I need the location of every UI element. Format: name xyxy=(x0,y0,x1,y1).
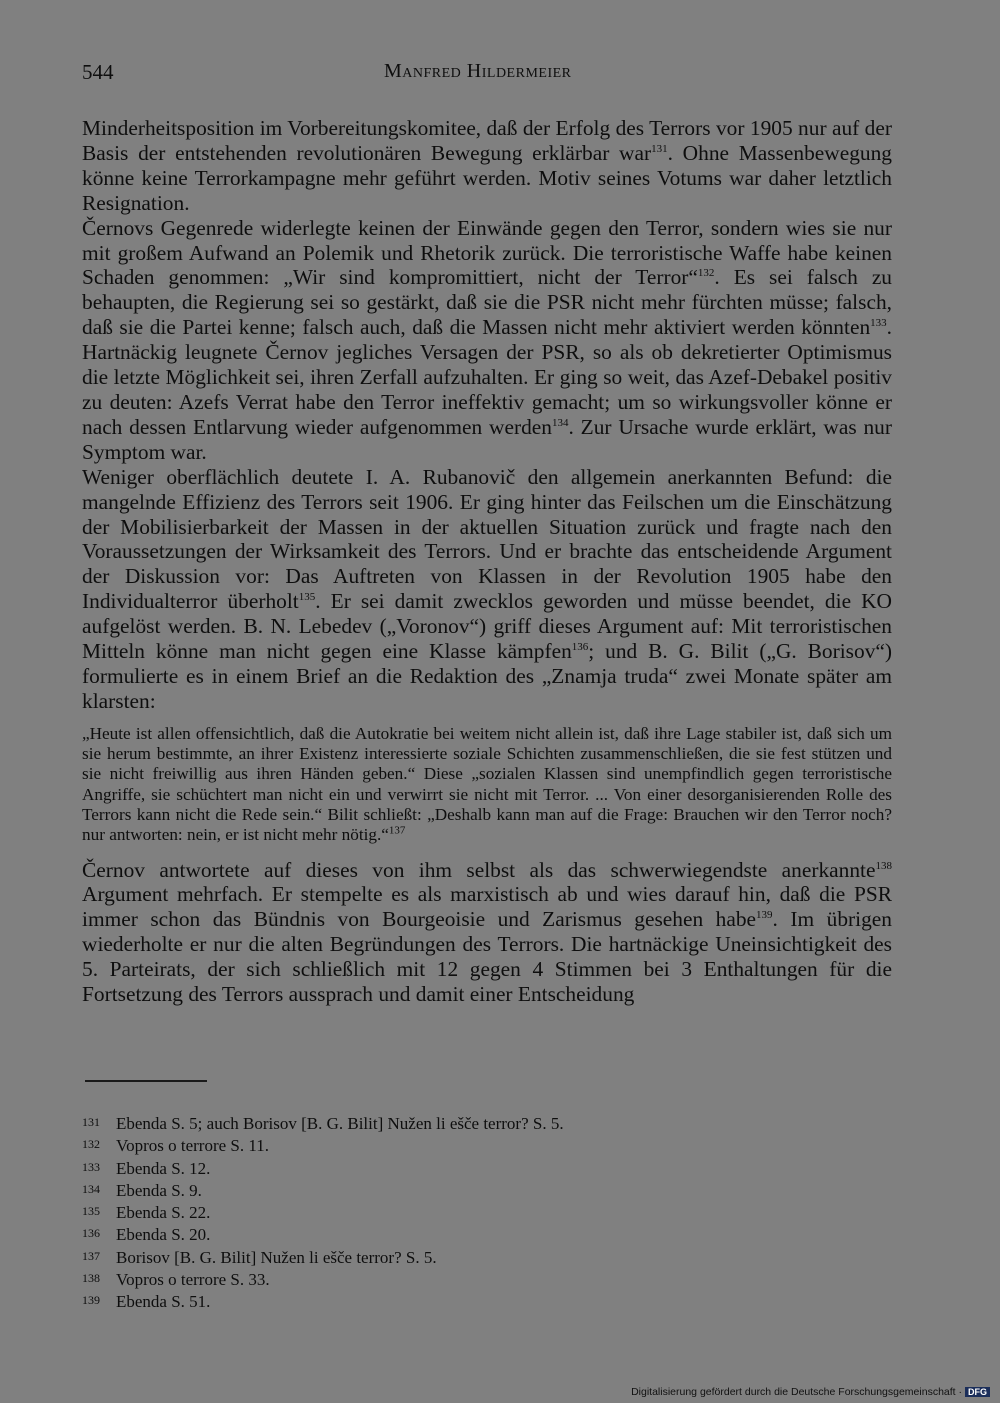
footnote-text: Borisov [B. G. Bilit] Nužen li ešče terror? S. 5. xyxy=(116,1247,437,1267)
footnote-number: 139 xyxy=(82,1293,100,1308)
page-number: 544 xyxy=(82,60,114,84)
banner-text: Digitalisierung gefördert durch die Deutsche Forschungsgemeinschaft · xyxy=(631,1386,962,1398)
footnote-text: Vopros o terrore S. 11. xyxy=(116,1136,269,1156)
footnote-number: 135 xyxy=(82,1204,100,1219)
footnote-item xyxy=(82,1179,782,1201)
footnote-number: 137 xyxy=(82,1248,100,1263)
footnote-item xyxy=(82,1223,782,1245)
footnote-number: 133 xyxy=(82,1159,100,1174)
footnote-item xyxy=(82,1290,782,1312)
paragraph-1 xyxy=(82,116,892,216)
footnote-number: 131 xyxy=(82,1115,100,1129)
footnote-ref[interactable]: 139 xyxy=(756,909,773,922)
footnote-number: 132 xyxy=(82,1137,100,1152)
paragraph-text: Černov antwortete auf dieses von ihm selbst als das schwerwiegendste anerkannte xyxy=(82,857,876,882)
footnotes xyxy=(82,1112,782,1313)
digitization-banner xyxy=(631,1386,990,1398)
paragraph-text: . Zur Ursache wurde erklärt, was nur Symptom war. xyxy=(82,414,893,464)
paragraph-3 xyxy=(82,465,892,714)
paragraph-4 xyxy=(82,858,892,1007)
dfg-logo-icon: DFG xyxy=(965,1387,990,1397)
footnote-text: Ebenda S. 12. xyxy=(116,1158,211,1178)
footnote-text: Ebenda S. 9. xyxy=(116,1180,202,1200)
paragraph-text: Minderheitsposition im Vorbereitungskomitee, daß der Erfolg des Terrors vor 1905 nur auf der Basis der entstehenden revolutionären Bewegung erklärbar war xyxy=(82,116,892,165)
footnote-ref[interactable]: 137 xyxy=(388,824,406,837)
paragraph-text: . Er sei damit zwecklos geworden und müsse beendet, die KO aufgelöst werden. B. N. Lebedev („Voronov“) griff dieses Argument auf: Mit terroristischen Mitteln könne man nicht gegen eine Klasse kämpfen xyxy=(82,589,892,664)
footnote-item xyxy=(82,1112,782,1134)
paragraph-text: . Es sei falsch zu behaupten, die Regierung sei so gestärkt, daß sie die PSR nicht mehr fürchten müsse; falsch, daß sie die Partei kenne; falsch auch, daß die Massen nicht mehr aktiviert werden könnten xyxy=(82,265,893,340)
paragraph-text: ; und B. G. Bilit („G. Borisov“) formulierte es in einem Brief an die Redaktion des „Znamja truda“ zwei Monate später am klarsten: xyxy=(82,639,893,713)
paragraph-text: . Ohne Massenbewegung könne keine Terrorkampagne mehr geführt werden. Motiv seines Votums war daher letztlich Resignation. xyxy=(82,140,892,215)
footnote-item xyxy=(82,1246,782,1268)
quote-text: „Heute ist allen offensichtlich, daß die Autokratie bei weitem nicht allein ist, daß ihre Lage stabiler ist, daß sich um sie herum bestimmte, an ihrer Existenz interessierte soziale Schichten zusammenschließen, die sie fest stützen und sie nicht freiwillig aus ihren Händen geben.“ Diese „sozialen Klassen sind unempfindlich gegen terroristische Angriffe, sie schüchtert man nicht ein und verwirrt sie nicht mit Terror. ... Von einer desorganisierenden Rolle des Terrors kann nicht die Rede sein.“ Bilit schließt: „Deshalb kann man auf die Frage: Brauchen wir den Terror noch? nur antworten: nein, er ist nicht mehr nötig.“ xyxy=(82,723,892,845)
footnote-ref[interactable]: 136 xyxy=(571,640,589,653)
footnote-item xyxy=(82,1268,782,1290)
running-head: Manfred Hildermeier xyxy=(384,60,572,82)
footnote-item xyxy=(82,1157,782,1179)
paragraph-text: Weniger oberflächlich deutete I. A. Rubanovič den allgemein anerkannten Befund: die mangelnde Effizienz des Terrors seit 1906. Er ging hinter das Feilschen um die Einschätzung der Mobilisierbarkeit der Massen in der aktuellen Situation zurück und fragte nach den Voraussetzungen der Wirksamkeit des Terrors. Und er brachte das entscheidende Argument der Diskussion vor: Das Auftreten von Klassen in der Revolution 1905 habe den Individualterror überholt xyxy=(82,464,892,614)
footnote-number: 138 xyxy=(82,1271,100,1286)
paragraph-2 xyxy=(82,216,892,465)
paragraph-text: . Hartnäckig leugnete Černov jegliches Versagen der PSR, so als ob dekretierter Optimismus die letzte Möglichkeit sei, ihren Zerfall aufzuhalten. Er ging so weit, das Azef-Debakel positiv zu deuten: Azefs Verrat habe den Terror ineffektiv gemacht; um so wirkungsvoller könne er nach dessen Entlarvung wieder aufgenommen werden xyxy=(82,315,892,439)
footnote-separator xyxy=(85,1080,207,1082)
paragraph-text: . Im übrigen wiederholte er nur die alten Begründungen des Terrors. Die hartnäckige Uneinsichtigkeit des 5. Parteirats, der sich schließlich mit 12 gegen 4 Stimmen bei 3 Enthaltungen für die Fortsetzung des Terrors aussprach und damit einer Entscheidung xyxy=(82,907,892,1007)
footnote-ref[interactable]: 135 xyxy=(298,591,316,604)
paragraph-text: Argument mehrfach. Er stempelte es als marxistisch ab und wies darauf hin, daß die PSR immer schon das Bündnis von Bourgeoisie und Zarismus gesehen habe xyxy=(82,882,892,932)
footnote-text: Ebenda S. 5; auch Borisov [B. G. Bilit] Nužen li ešče terror? S. 5. xyxy=(116,1114,564,1133)
footnote-ref[interactable]: 133 xyxy=(870,317,887,330)
footnote-ref[interactable]: 138 xyxy=(875,859,892,872)
footnote-item xyxy=(82,1201,782,1223)
block-quote xyxy=(82,724,892,846)
footnote-number: 136 xyxy=(82,1226,100,1241)
paragraph-text: Černovs Gegenrede widerlegte keinen der Einwände gegen den Terror, sondern wies sie nur mit großem Aufwand an Polemik und Rhetorik zurück. Die terroristische Waffe habe keinen Schaden genommen: „Wir sind kompromittiert, nicht der Terror“ xyxy=(82,215,892,290)
footnote-text: Vopros o terrore S. 33. xyxy=(116,1270,270,1290)
footnote-text: Ebenda S. 22. xyxy=(116,1203,211,1223)
footnote-text: Ebenda S. 20. xyxy=(116,1225,211,1245)
footnote-number: 134 xyxy=(82,1181,100,1196)
footnote-item xyxy=(82,1134,782,1156)
footnote-text: Ebenda S. 51. xyxy=(116,1292,211,1312)
body-text xyxy=(82,116,892,1007)
footnote-ref[interactable]: 132 xyxy=(697,267,715,280)
footnote-ref[interactable]: 134 xyxy=(551,416,569,429)
footnote-ref[interactable]: 131 xyxy=(651,142,668,155)
